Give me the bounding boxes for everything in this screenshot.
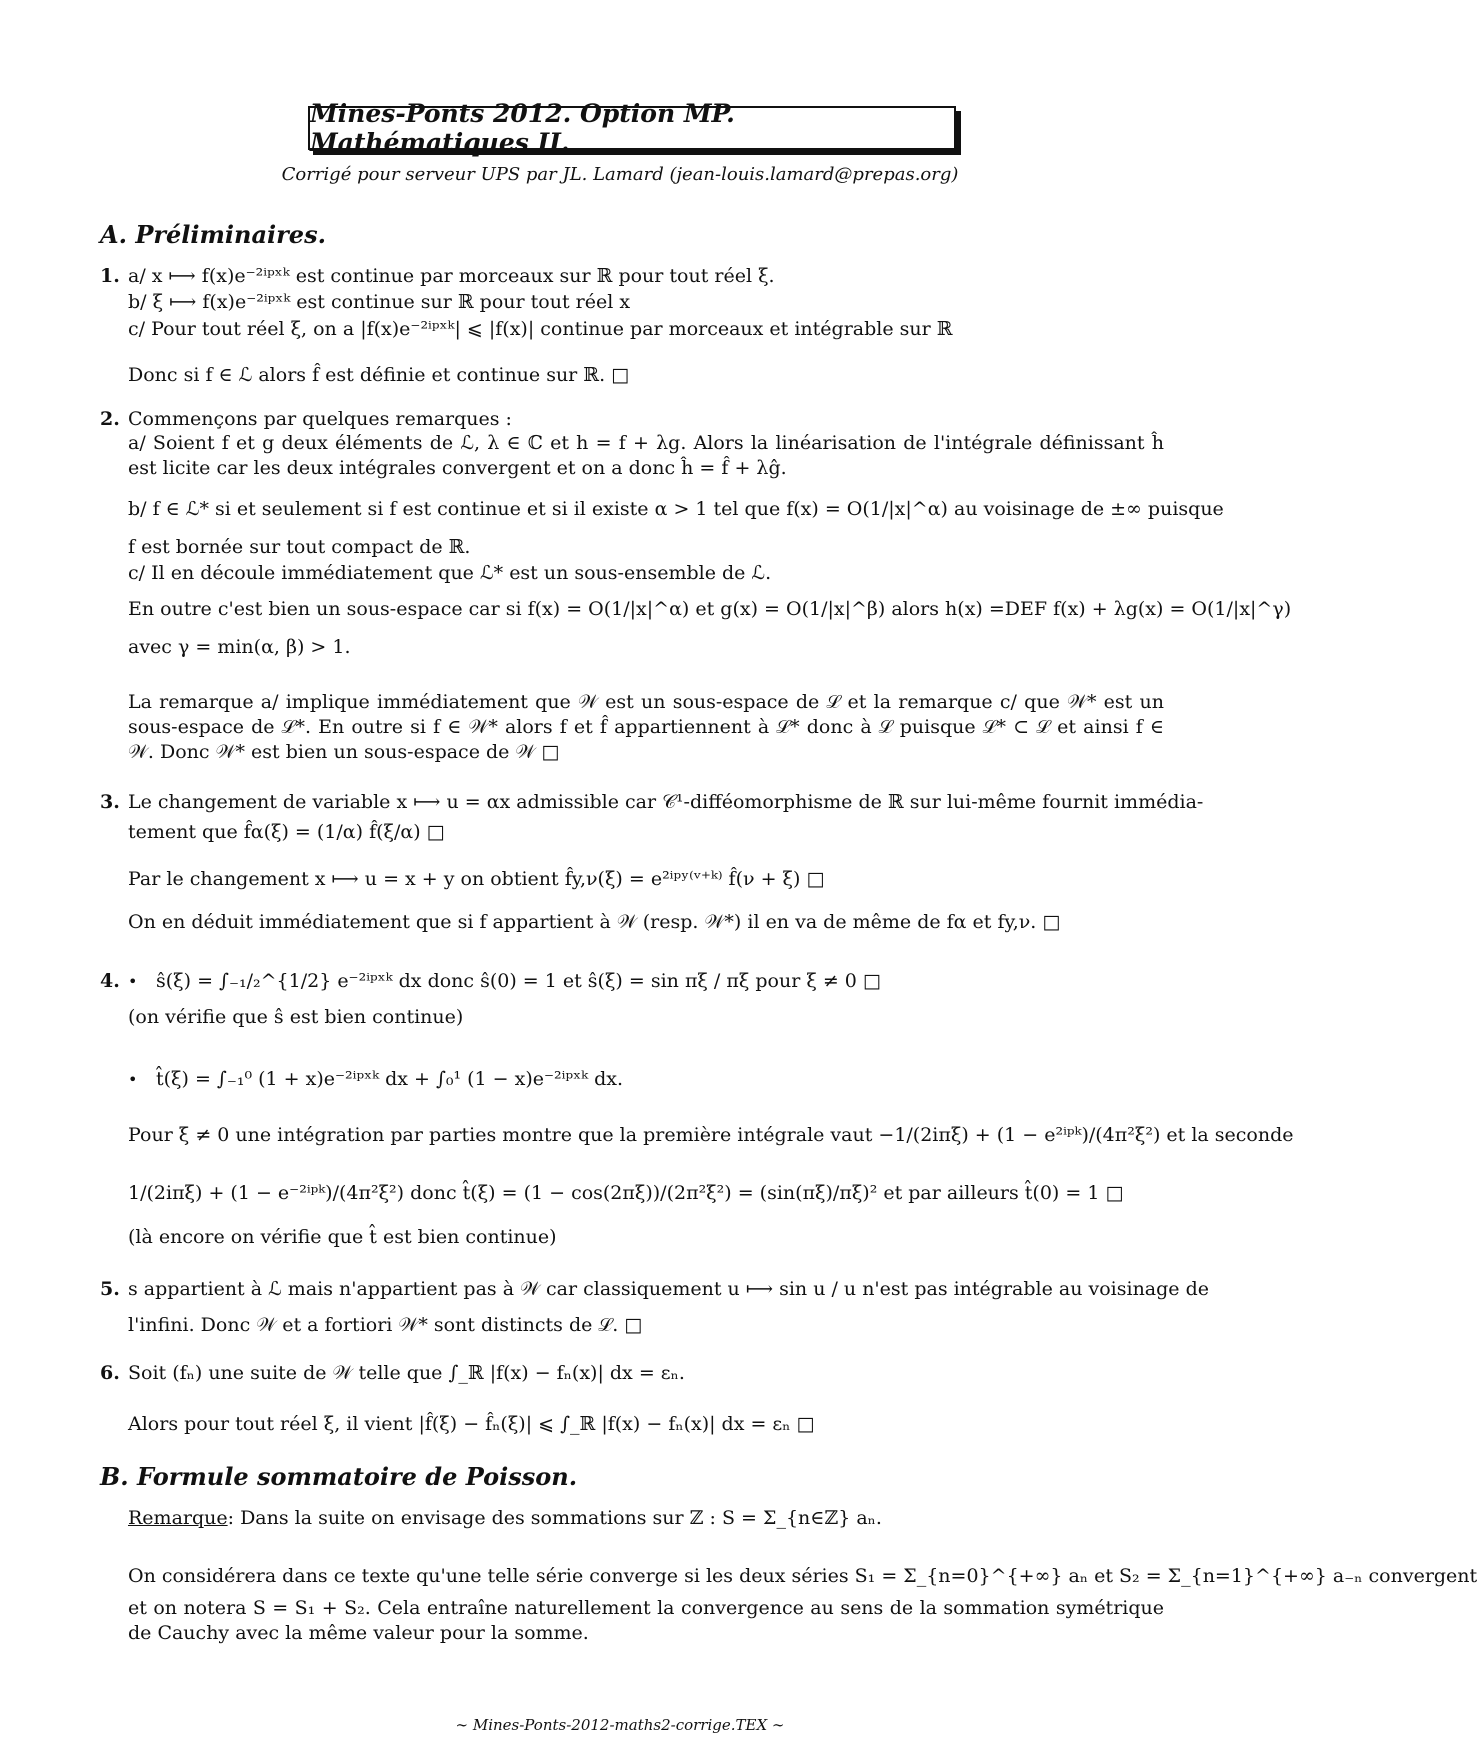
- subtitle: Corrigé pour serveur UPS par JL. Lamard (jean-louis.lamard@prepas.org): [281, 164, 959, 185]
- q4-s1: ŝ(ξ) = ∫₋₁/₂^{1/2} e⁻²ⁱᵖˣᵏ dx donc ŝ(0) = 1 et ŝ(ξ) = sin πξ / πξ pour ξ ≠ 0 □: [156, 970, 881, 992]
- q4-bullet-s: •: [128, 972, 138, 991]
- section-b-heading: B. Formule sommatoire de Poisson.: [100, 1462, 578, 1491]
- q2-intro: Commençons par quelques remarques :: [128, 408, 512, 430]
- q2-d2: avec γ = min(α, β) > 1.: [128, 636, 351, 658]
- q4-t2: Pour ξ ≠ 0 une intégration par parties montre que la première intégrale vaut −1/(2iπξ) + (1 − e²ⁱᵖᵏ)/(4π²ξ²) et la seconde: [128, 1124, 1294, 1146]
- remark-p2: et on notera S = S₁ + S₂. Cela entraîne naturellement la convergence au sens de la sommation symétrique de Cauchy avec la même valeur pour la somme.: [128, 1597, 1164, 1644]
- remark-label: Remarque: [128, 1507, 228, 1529]
- q1-a: a/ x ⟼ f(x)e⁻²ⁱᵖˣᵏ est continue par morceaux sur ℝ pour tout réel ξ.: [128, 265, 775, 287]
- q2-b1: b/ f ∈ ℒ* si et seulement si f est continue et si il existe α > 1 tel que f(x) = O(1/|x|^α) au voisinage de ±∞ puisque: [128, 498, 1224, 520]
- q3-number: 3.: [100, 791, 120, 813]
- q6-b: Alors pour tout réel ξ, il vient |f̂(ξ) − f̂ₙ(ξ)| ⩽ ∫_ℝ |f(x) − fₙ(x)| dx = εₙ □: [128, 1413, 815, 1435]
- q2-b2: f est bornée sur tout compact de ℝ.: [128, 536, 471, 558]
- q2-number: 2.: [100, 408, 120, 430]
- q4-number: 4.: [100, 970, 120, 992]
- q4-t4: (là encore on vérifie que t̂ est bien continue): [128, 1226, 557, 1248]
- q3-b: Par le changement x ⟼ u = x + y on obtient f̂y,ν(ξ) = e²ⁱᵖʸ⁽ᵛ⁺ᵏ⁾ f̂(ν + ξ) □: [128, 868, 825, 890]
- remark-text: : Dans la suite on envisage des sommations sur ℤ : S = Σ_{n∈ℤ} aₙ.: [227, 1507, 882, 1529]
- q5-number: 5.: [100, 1278, 120, 1300]
- q6-number: 6.: [100, 1362, 120, 1384]
- q5-a: s appartient à ℒ mais n'appartient pas à 𝒲 car classiquement u ⟼ sin u / u n'est pas intégrable au voisinage de: [128, 1278, 1209, 1300]
- q1-b: b/ ξ ⟼ f(x)e⁻²ⁱᵖˣᵏ est continue sur ℝ pour tout réel x: [128, 291, 631, 313]
- q2-e: La remarque a/ implique immédiatement que 𝒲 est un sous-espace de ℒ et la remarque c/ que 𝒲* est un sous-espace de ℒ*. En outre si f ∈ 𝒲* alors f et f̂ appartiennent à ℒ* donc à ℒ puisque ℒ* ⊂ ℒ et ainsi f ∈ 𝒲. Donc 𝒲* est bien un sous-espace de 𝒲 □: [128, 691, 1164, 763]
- remark-line: [128, 1507, 882, 1529]
- q1-c: c/ Pour tout réel ξ, on a |f(x)e⁻²ⁱᵖˣᵏ| ⩽ |f(x)| continue par morceaux et intégrable sur ℝ: [128, 318, 953, 340]
- q4-bullet-t: •: [128, 1070, 138, 1089]
- q3-a2: tement que f̂α(ξ) = (1/α) f̂(ξ/α) □: [128, 821, 445, 843]
- q4-t1: t̂(ξ) = ∫₋₁⁰ (1 + x)e⁻²ⁱᵖˣᵏ dx + ∫₀¹ (1 − x)e⁻²ⁱᵖˣᵏ dx.: [156, 1068, 624, 1090]
- q3-a1: Le changement de variable x ⟼ u = αx admissible car 𝒞¹-difféomorphisme de ℝ sur lui-même fournit immédia-: [128, 791, 1204, 813]
- q4-s2: (on vérifie que ŝ est bien continue): [128, 1006, 464, 1028]
- section-a-heading: A. Préliminaires.: [100, 220, 326, 249]
- q1-number: 1.: [100, 265, 120, 287]
- q4-t3: 1/(2iπξ) + (1 − e⁻²ⁱᵖᵏ)/(4π²ξ²) donc t̂(ξ) = (1 − cos(2πξ))/(2π²ξ²) = (sin(πξ)/πξ)² et par ailleurs t̂(0) = 1 □: [128, 1182, 1124, 1204]
- q2-d1: En outre c'est bien un sous-espace car si f(x) = O(1/|x|^α) et g(x) = O(1/|x|^β) alors h(x) =DEF f(x) + λg(x) = O(1/|x|^γ): [128, 598, 1292, 620]
- q6-a: Soit (fₙ) une suite de 𝒲 telle que ∫_ℝ |f(x) − fₙ(x)| dx = εₙ.: [128, 1362, 685, 1384]
- q1-conclusion: Donc si f ∈ ℒ alors f̂ est définie et continue sur ℝ. □: [128, 364, 630, 386]
- footer: ∼ Mines-Ponts-2012-maths2-corrige.TEX ∼: [455, 1716, 785, 1734]
- q3-c: On en déduit immédiatement que si f appartient à 𝒲 (resp. 𝒲*) il en va de même de fα et fy,ν. □: [128, 911, 1061, 933]
- q2-a: a/ Soient f et g deux éléments de ℒ, λ ∈ ℂ et h = f + λg. Alors la linéarisation de l'intégrale définissant ĥ est licite car les deux intégrales convergent et on a donc ĥ = f̂ + λĝ.: [128, 432, 1164, 479]
- q5-b: l'infini. Donc 𝒲 et a fortiori 𝒲* sont distincts de ℒ. □: [128, 1314, 643, 1336]
- remark-p1: On considérera dans ce texte qu'une telle série converge si les deux séries S₁ = Σ_{n=0}^{+∞} aₙ et S₂ = Σ_{n=1}^{+∞} a₋ₙ convergent: [128, 1565, 1477, 1587]
- page-title: Mines-Ponts 2012. Option MP. Mathématiques II.: [308, 106, 956, 150]
- q2-c: c/ Il en découle immédiatement que ℒ* est un sous-ensemble de ℒ.: [128, 562, 772, 584]
